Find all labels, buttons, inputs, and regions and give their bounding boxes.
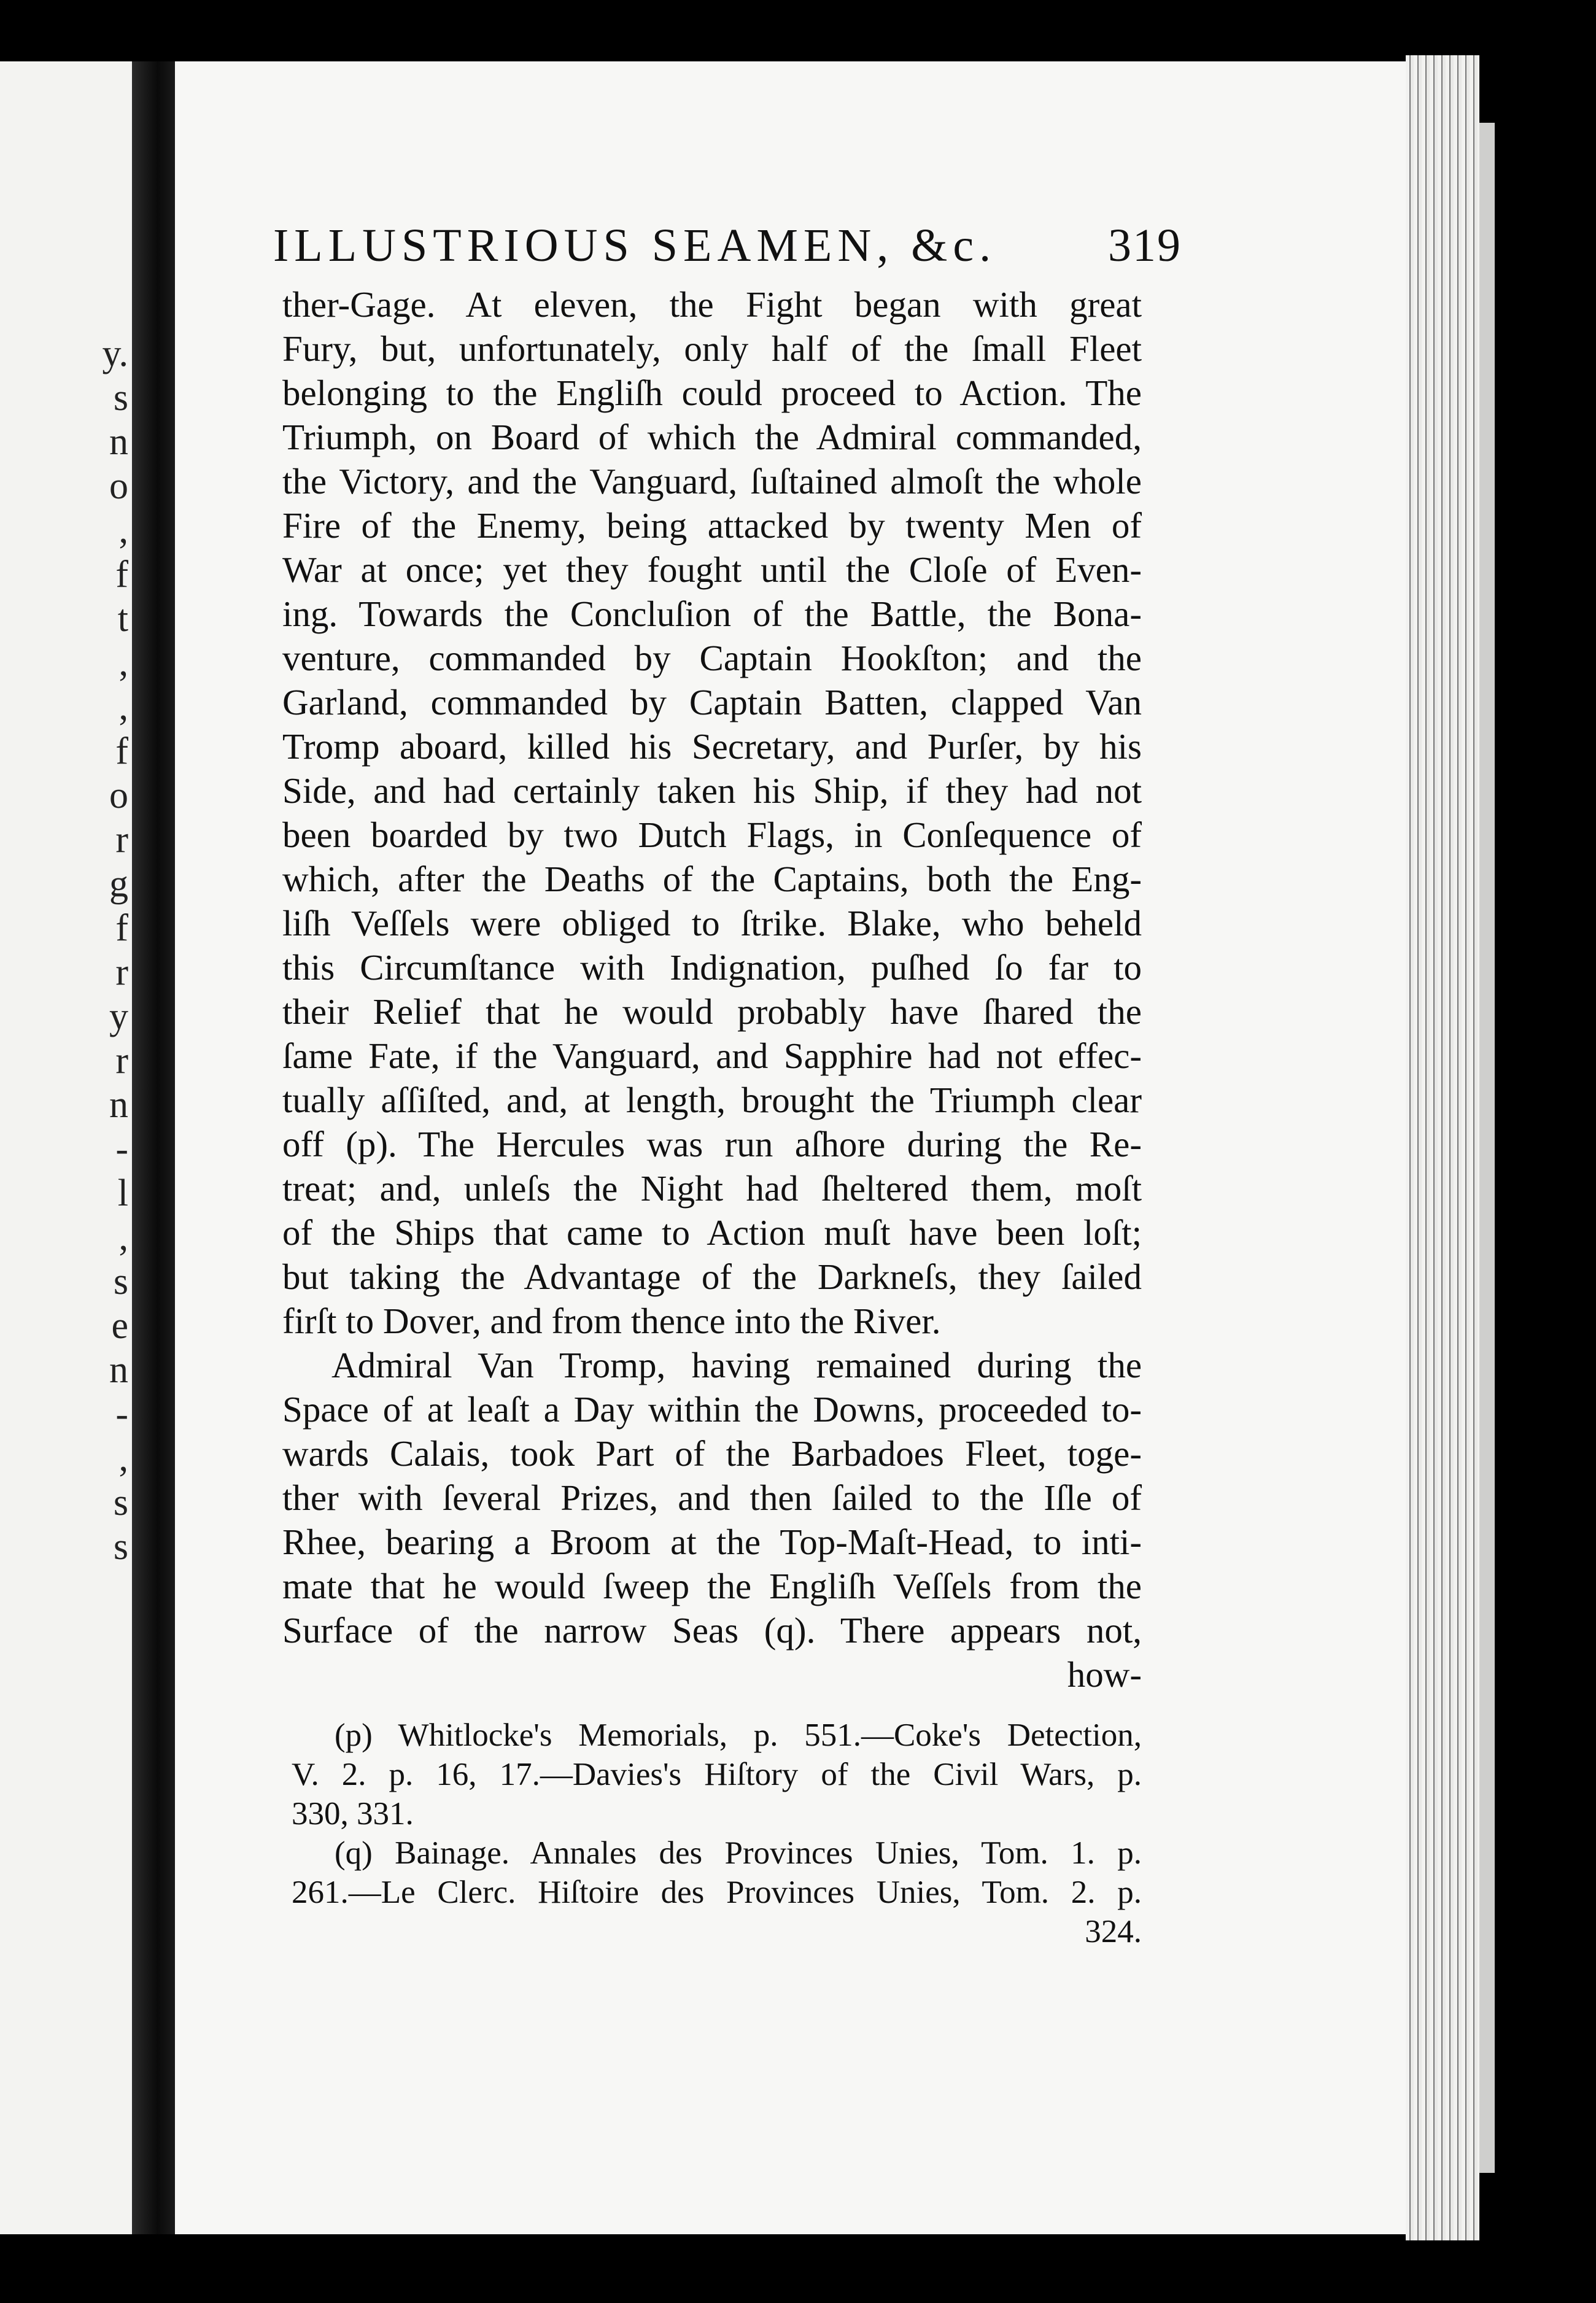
text-line: which, after the Deaths of the Captains, both the Eng- xyxy=(282,859,1142,899)
margin-fragment: y xyxy=(109,996,128,1037)
margin-fragment: e xyxy=(111,1305,128,1347)
page-edges-shadow xyxy=(1479,123,1495,2173)
page-edges xyxy=(1406,55,1479,2240)
margin-fragment: , xyxy=(118,1217,128,1258)
footnote-line: (q) Bainage. Annales des Provinces Unies, Tom. 1. p. xyxy=(335,1835,1142,1871)
text-line: Admiral Van Tromp, having remained during the xyxy=(331,1345,1142,1385)
margin-fragment: l xyxy=(117,1172,128,1214)
text-line: off (p). The Hercules was run aſhore during the Re- xyxy=(282,1124,1142,1164)
margin-fragment: , xyxy=(118,686,128,728)
footnote-line: V. 2. p. 16, 17.—Davies's Hiſtory of the Civil Wars, p. xyxy=(292,1757,1142,1792)
text-line: firſt to Dover, and from thence into the River. xyxy=(282,1301,941,1341)
margin-fragment: r xyxy=(115,951,128,993)
margin-fragment: r xyxy=(115,1040,128,1082)
book-gutter xyxy=(132,61,175,2234)
text-line: ther with ſeveral Prizes, and then ſailed to the Iſle of xyxy=(282,1477,1142,1518)
text-line: their Relief that he would probably have ſhared the xyxy=(282,991,1142,1032)
margin-fragment: f xyxy=(115,907,128,949)
margin-fragment: o xyxy=(109,465,128,507)
margin-fragment: s xyxy=(113,1482,128,1523)
page-number: 319 xyxy=(1108,220,1182,271)
body-text xyxy=(282,282,1142,1697)
margin-fragment: f xyxy=(115,554,128,595)
margin-fragment: - xyxy=(115,1393,128,1435)
margin-fragment: s xyxy=(113,377,128,419)
running-title: ILLUSTRIOUS SEAMEN, &c. xyxy=(273,220,997,271)
text-line: of the Ships that came to Action muſt have been loſt; xyxy=(282,1212,1142,1253)
footnotes xyxy=(292,1716,1142,1951)
text-line: Surface of the narrow Seas (q). There appears not, xyxy=(282,1610,1142,1651)
margin-fragment: - xyxy=(115,1128,128,1170)
text-line: Garland, commanded by Captain Batten, clapped Van xyxy=(282,682,1142,722)
text-line: belonging to the Engliſh could proceed to Action. The xyxy=(282,373,1142,413)
text-line: ſame Fate, if the Vanguard, and Sapphire had not effec- xyxy=(282,1035,1142,1076)
margin-fragment: y. xyxy=(102,333,128,374)
text-line: Fury, but, unfortunately, only half of the ſmall Fleet xyxy=(282,328,1142,369)
footnote-line: 324. xyxy=(1085,1914,1142,1949)
text-line: tually aſſiſted, and, at length, brought the Triumph clear xyxy=(282,1080,1142,1120)
margin-fragment: s xyxy=(113,1261,128,1302)
text-line: but taking the Advantage of the Darkneſs, they ſailed xyxy=(282,1256,1142,1297)
text-line: War at once; yet they fought until the Cloſe of Even- xyxy=(282,549,1142,590)
footnote-line: (p) Whitlocke's Memorials, p. 551.—Coke's Detection, xyxy=(335,1717,1142,1753)
text-line: mate that he would ſweep the Engliſh Veſſels from the xyxy=(282,1566,1142,1606)
facing-page xyxy=(0,61,132,2234)
footnote-line: 261.—Le Clerc. Hiſtoire des Provinces Unies, Tom. 2. p. xyxy=(292,1875,1142,1910)
margin-fragment: n xyxy=(109,1084,128,1126)
text-line: been boarded by two Dutch Flags, in Conſequence of xyxy=(282,815,1142,855)
text-line: ing. Towards the Concluſion of the Battle, the Bona- xyxy=(282,594,1142,634)
margin-fragment: g xyxy=(109,863,128,905)
margin-fragment: t xyxy=(117,598,128,640)
text-line: venture, commanded by Captain Hookſton; and the xyxy=(282,638,1142,678)
text-line: treat; and, unleſs the Night had ſheltered them, moſt xyxy=(282,1168,1142,1209)
margin-fragment: n xyxy=(109,421,128,463)
text-line: Space of at leaſt a Day within the Downs, proceeded to- xyxy=(282,1389,1142,1430)
text-line: this Circumſtance with Indignation, puſhed ſo far to xyxy=(282,947,1142,988)
margin-fragment: s xyxy=(113,1526,128,1568)
footnote-line: 330, 331. xyxy=(292,1796,414,1832)
text-line: ther-Gage. At eleven, the Fight began with great xyxy=(282,284,1142,325)
running-header xyxy=(273,218,1182,273)
text-line: Fire of the Enemy, being attacked by twenty Men of xyxy=(282,505,1142,546)
text-line: Side, and had certainly taken his Ship, if they had not xyxy=(282,770,1142,811)
margin-fragment: r xyxy=(115,819,128,861)
text-line: Rhee, bearing a Broom at the Top-Maſt-Head, to inti- xyxy=(282,1522,1142,1562)
facing-page-margin-text xyxy=(103,331,128,1569)
margin-fragment: , xyxy=(118,1438,128,1479)
text-line: Tromp aboard, killed his Secretary, and Purſer, by his xyxy=(282,726,1142,767)
text-line: Triumph, on Board of which the Admiral commanded, xyxy=(282,417,1142,457)
margin-fragment: n xyxy=(109,1349,128,1391)
margin-fragment: f xyxy=(115,730,128,772)
text-line: the Victory, and the Vanguard, ſuſtained almoſt the whole xyxy=(282,461,1142,501)
margin-fragment: , xyxy=(118,642,128,684)
text-line: wards Calais, took Part of the Barbadoes Fleet, toge- xyxy=(282,1433,1142,1474)
text-line: liſh Veſſels were obliged to ſtrike. Blake, who beheld xyxy=(282,903,1142,943)
margin-fragment: o xyxy=(109,775,128,816)
margin-fragment: , xyxy=(118,509,128,551)
catchword: how- xyxy=(1067,1654,1142,1695)
